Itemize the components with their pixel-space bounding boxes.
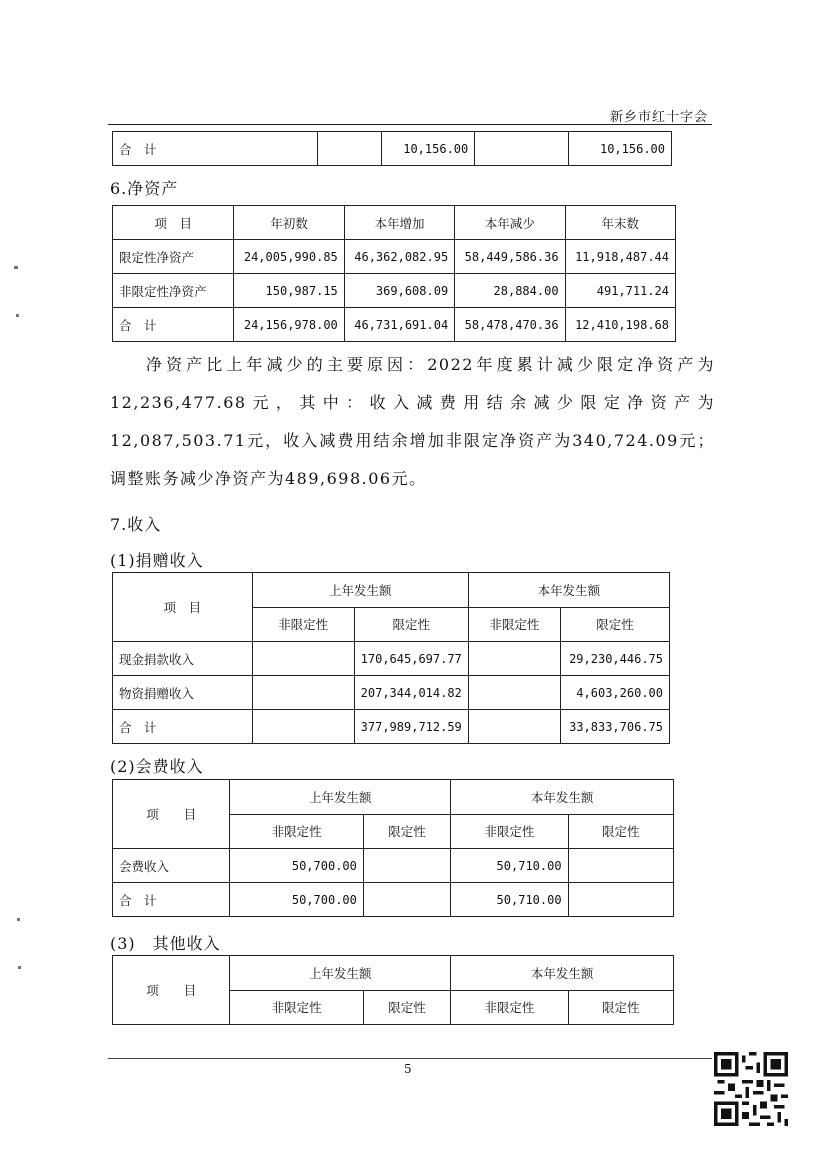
income-heading: 7.收入 (110, 515, 162, 534)
empty-cell (475, 132, 569, 166)
total-value: 10,156.00 (382, 132, 475, 166)
row-label: 合 计 (113, 710, 253, 744)
table-row (113, 710, 670, 744)
group-header: 本年发生额 (468, 573, 669, 608)
net-assets-heading: 6.净资产 (110, 179, 179, 198)
cell-value: 33,833,706.75 (561, 710, 670, 744)
table-header-row (113, 573, 670, 608)
empty-cell (318, 132, 382, 166)
table-row (113, 132, 672, 166)
cell-value: 28,884.00 (455, 274, 565, 308)
row-label: 限定性净资产 (113, 240, 234, 274)
membership-income-table (112, 779, 674, 917)
cell-value (468, 676, 560, 710)
qr-code-graphic (714, 1052, 788, 1126)
column-header: 非限定性 (230, 814, 363, 849)
cell-value (468, 710, 560, 744)
donation-heading: (1)捐赠收入 (110, 551, 204, 570)
cell-value (252, 710, 354, 744)
cell-value: 46,731,691.04 (344, 308, 454, 342)
cell-value: 170,645,697.77 (354, 642, 468, 676)
column-header: 本年增加 (344, 206, 454, 240)
column-header: 非限定性 (451, 814, 568, 849)
cell-value: 377,989,712.59 (354, 710, 468, 744)
table-row (113, 240, 676, 274)
row-label: 非限定性净资产 (113, 274, 234, 308)
column-header: 本年减少 (455, 206, 565, 240)
cell-value (252, 676, 354, 710)
column-header: 非限定性 (252, 607, 354, 642)
column-header: 限定性 (568, 814, 673, 849)
cell-value: 24,156,978.00 (234, 308, 344, 342)
cell-value: 150,987.15 (234, 274, 344, 308)
table-row (113, 676, 670, 710)
table-row (113, 308, 676, 342)
column-header: 限定性 (363, 814, 450, 849)
cell-value: 58,478,470.36 (455, 308, 565, 342)
other-income-table (112, 955, 674, 1025)
cell-value: 46,362,082.95 (344, 240, 454, 274)
column-header: 限定性 (561, 607, 670, 642)
column-header: 项 目 (113, 573, 253, 642)
table-row (113, 274, 676, 308)
cell-value (568, 849, 673, 883)
cell-value (252, 642, 354, 676)
cell-value: 11,918,487.44 (565, 240, 675, 274)
cell-value: 50,710.00 (451, 849, 568, 883)
column-header: 限定性 (568, 990, 673, 1025)
group-header: 本年发生额 (451, 956, 674, 991)
row-label: 物资捐赠收入 (113, 676, 253, 710)
cell-value: 24,005,990.85 (234, 240, 344, 274)
cell-value: 491,711.24 (565, 274, 675, 308)
membership-heading: (2)会费收入 (110, 757, 204, 776)
column-header: 项 目 (113, 956, 230, 1025)
cell-value: 4,603,260.00 (561, 676, 670, 710)
cell-value: 12,410,198.68 (565, 308, 675, 342)
other-income-heading: (3) 其他收入 (110, 934, 221, 953)
cell-value (363, 849, 450, 883)
scan-speck (16, 314, 19, 317)
donation-income-table (112, 572, 670, 744)
header-organization: 新乡市红十字会 (610, 110, 709, 125)
group-header: 上年发生额 (252, 573, 468, 608)
net-assets-paragraph: 净资产比上年减少的主要原因：2022年度累计减少限定净资产为12,236,477.68元，其中：收入减费用结余减少限定净资产为12,087,503.71元，收入减费用结余增加非限定净资产为340,724.09元；调整账务减少净资产为489,698.06元。 (110, 355, 715, 488)
total-label: 合 计 (113, 132, 318, 166)
cell-value: 50,700.00 (230, 883, 363, 917)
table-header-row (113, 206, 676, 240)
column-header: 非限定性 (468, 607, 560, 642)
cell-value: 29,230,446.75 (561, 642, 670, 676)
cell-value (568, 883, 673, 917)
table-header-row (113, 956, 674, 991)
group-header: 上年发生额 (230, 956, 451, 991)
net-assets-table (112, 205, 676, 342)
scan-speck (14, 266, 18, 269)
cell-value: 369,608.09 (344, 274, 454, 308)
page-number: 5 (404, 1062, 412, 1076)
row-label: 现金捐款收入 (113, 642, 253, 676)
header-rule (108, 124, 712, 125)
table-row (113, 642, 670, 676)
group-header: 本年发生额 (451, 780, 674, 815)
cell-value: 50,710.00 (451, 883, 568, 917)
cell-value (363, 883, 450, 917)
row-label: 合 计 (113, 308, 234, 342)
column-header: 非限定性 (451, 990, 568, 1025)
cell-value: 207,344,014.82 (354, 676, 468, 710)
column-header: 项 目 (113, 206, 234, 240)
qr-code-icon (714, 1052, 788, 1126)
cell-value (468, 642, 560, 676)
group-header: 上年发生额 (230, 780, 451, 815)
table-row (113, 849, 674, 883)
total-value: 10,156.00 (569, 132, 672, 166)
table-row (113, 883, 674, 917)
table-header-row (113, 780, 674, 815)
scan-speck (17, 918, 20, 921)
top-total-table (112, 131, 672, 166)
cell-value: 50,700.00 (230, 849, 363, 883)
column-header: 限定性 (354, 607, 468, 642)
row-label: 合 计 (113, 883, 230, 917)
column-header: 限定性 (363, 990, 450, 1025)
footer-rule (108, 1058, 712, 1059)
cell-value: 58,449,586.36 (455, 240, 565, 274)
column-header: 年末数 (565, 206, 675, 240)
scan-speck (18, 966, 21, 969)
column-header: 非限定性 (230, 990, 363, 1025)
row-label: 会费收入 (113, 849, 230, 883)
column-header: 年初数 (234, 206, 344, 240)
column-header: 项 目 (113, 780, 230, 849)
